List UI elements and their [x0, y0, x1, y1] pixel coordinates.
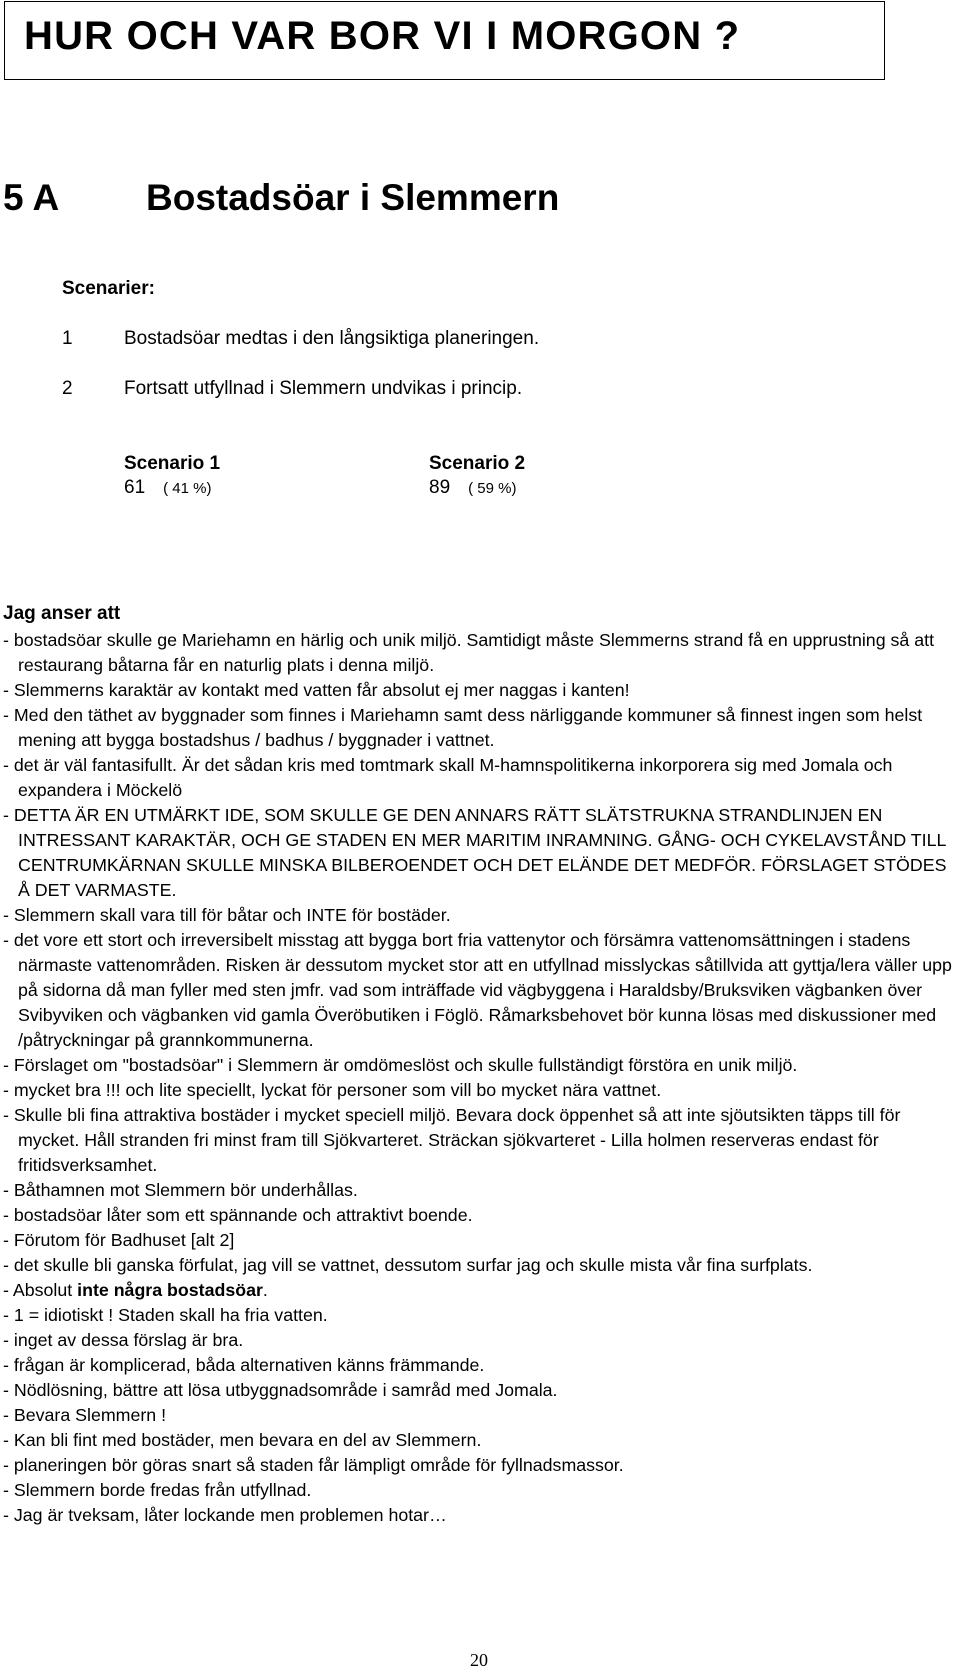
scenario-1-label: Scenario 1 [124, 453, 221, 474]
scenario-2-result [429, 477, 517, 500]
answer-item: - det skulle bli ganska förfulat, jag vill se vattnet, dessutom surfar jag och skulle mista vår fina surfplats. [3, 1253, 953, 1278]
answer-item: - frågan är komplicerad, båda alternativen känns främmande. [3, 1353, 953, 1378]
scenario-item-text: Bostadsöar medtas i den långsiktiga planeringen. [124, 328, 540, 349]
answers-heading: Jag anser att [3, 603, 121, 624]
answer-item: - bostadsöar låter som ett spännande och attraktivt boende. [3, 1203, 953, 1228]
section-number: 5 A [3, 177, 60, 218]
answer-bold: inte några bostadsöar [77, 1280, 263, 1300]
answer-item: - Skulle bli fina attraktiva bostäder i mycket speciell miljö. Bevara dock öppenhet så att inte sjöutsikten täpps till för mycket. Håll stranden fri minst fram till Sjökvarteret. Sträckan sjökvarteret - Lilla holmen reserveras endast för fritidsverksamhet. [3, 1103, 953, 1178]
answer-item: - Kan bli fint med bostäder, men bevara en del av Slemmern. [3, 1428, 953, 1453]
page-number: 20 [470, 1650, 488, 1670]
answer-item: - Förutom för Badhuset [alt 2] [3, 1228, 953, 1253]
answers-list [3, 628, 953, 1528]
scenario-item-text: Fortsatt utfyllnad i Slemmern undvikas i princip. [124, 378, 523, 399]
answer-item: - Slemmern skall vara till för båtar och INTE för bostäder. [3, 903, 953, 928]
scenarios-heading: Scenarier: [62, 278, 155, 299]
scenario-2-count: 89 [429, 477, 451, 498]
scenario-2-percent: ( 59 %) [468, 480, 517, 497]
answer-item: - det är väl fantasifullt. Är det sådan kris med tomtmark skall M-hamnspolitikerna inkorporera sig med Jomala och expandera i Möckelö [3, 753, 953, 803]
answer-item: - Nödlösning, bättre att lösa utbyggnadsområde i samråd med Jomala. [3, 1378, 953, 1403]
answer-suffix: . [262, 1280, 268, 1300]
answer-item: - inget av dessa förslag är bra. [3, 1328, 953, 1353]
answer-item: - mycket bra !!! och lite speciellt, lyckat för personer som vill bo mycket nära vattnet. [3, 1078, 953, 1103]
answer-prefix: Absolut [12, 1280, 78, 1300]
scenario-2-label: Scenario 2 [429, 453, 526, 474]
answer-item: - Med den täthet av byggnader som finnes i Mariehamn samt dess närliggande kommuner så finnest ingen som helst mening att bygga bostadshus / badhus / byggnader i vattnet. [3, 703, 953, 753]
answer-item: - Jag är tveksam, låter lockande men problemen hotar… [3, 1503, 953, 1528]
answer-item: - Bevara Slemmern ! [3, 1403, 953, 1428]
answer-item: - bostadsöar skulle ge Mariehamn en härlig och unik miljö. Samtidigt måste Slemmerns strand få en upprustning så att restaurang båtarna får en naturlig plats i denna miljö. [3, 628, 953, 678]
section-title: Bostadsöar i Slemmern [146, 177, 560, 218]
answer-item [3, 1278, 953, 1303]
scenario-item-number: 2 [62, 378, 73, 399]
page-title: HUR OCH VAR BOR VI I MORGON ? [24, 14, 741, 58]
answer-item: - Slemmerns karaktär av kontakt med vatten får absolut ej mer naggas i kanten! [3, 678, 953, 703]
answer-item: - planeringen bör göras snart så staden får lämpligt område för fyllnadsmassor. [3, 1453, 953, 1478]
scenario-item-number: 1 [62, 328, 73, 349]
answer-item: - Förslaget om "bostadsöar" i Slemmern är omdömeslöst och skulle fullständigt förstöra en unik miljö. [3, 1053, 953, 1078]
answer-item: - DETTA ÄR EN UTMÄRKT IDE, SOM SKULLE GE DEN ANNARS RÄTT SLÄTSTRUKNA STRANDLINJEN EN INTRESSANT KARAKTÄR, OCH GE STADEN EN MER MARITIM INRAMNING. GÅNG- OCH CYKELAVSTÅND TILL CENTRUMKÄRNAN SKULLE MINSKA BILBEROENDET OCH DET ELÄNDE DET MEDFÖR. FÖRSLAGET STÖDES Å DET VARMASTE. [3, 803, 953, 903]
answer-item: - Slemmern borde fredas från utfyllnad. [3, 1478, 953, 1503]
answer-item: - Båthamnen mot Slemmern bör underhållas. [3, 1178, 953, 1203]
scenario-1-count: 61 [124, 477, 146, 498]
title-box [4, 1, 885, 80]
answer-item: - 1 = idiotiskt ! Staden skall ha fria vatten. [3, 1303, 953, 1328]
answer-item: - det vore ett stort och irreversibelt misstag att bygga bort fria vattenytor och försämra vattenomsättningen i stadens närmaste vattenområden. Risken är dessutom mycket stor att en utfyllnad misslyckas såtillvida att gyttja/lera väller upp på sidorna då man fyller med sten jmfr. vad som inträffade vid vägbyggena i Haraldsby/Bruksviken vägbanken över Svibyviken och vägbanken vid gamla Överöbutiken i Föglö. Råmarksbehovet bör kunna lösas med diskussioner med /påtryckningar på grannkommunerna. [3, 928, 953, 1053]
scenario-1-result [124, 477, 212, 500]
scenario-1-percent: ( 41 %) [163, 480, 212, 497]
